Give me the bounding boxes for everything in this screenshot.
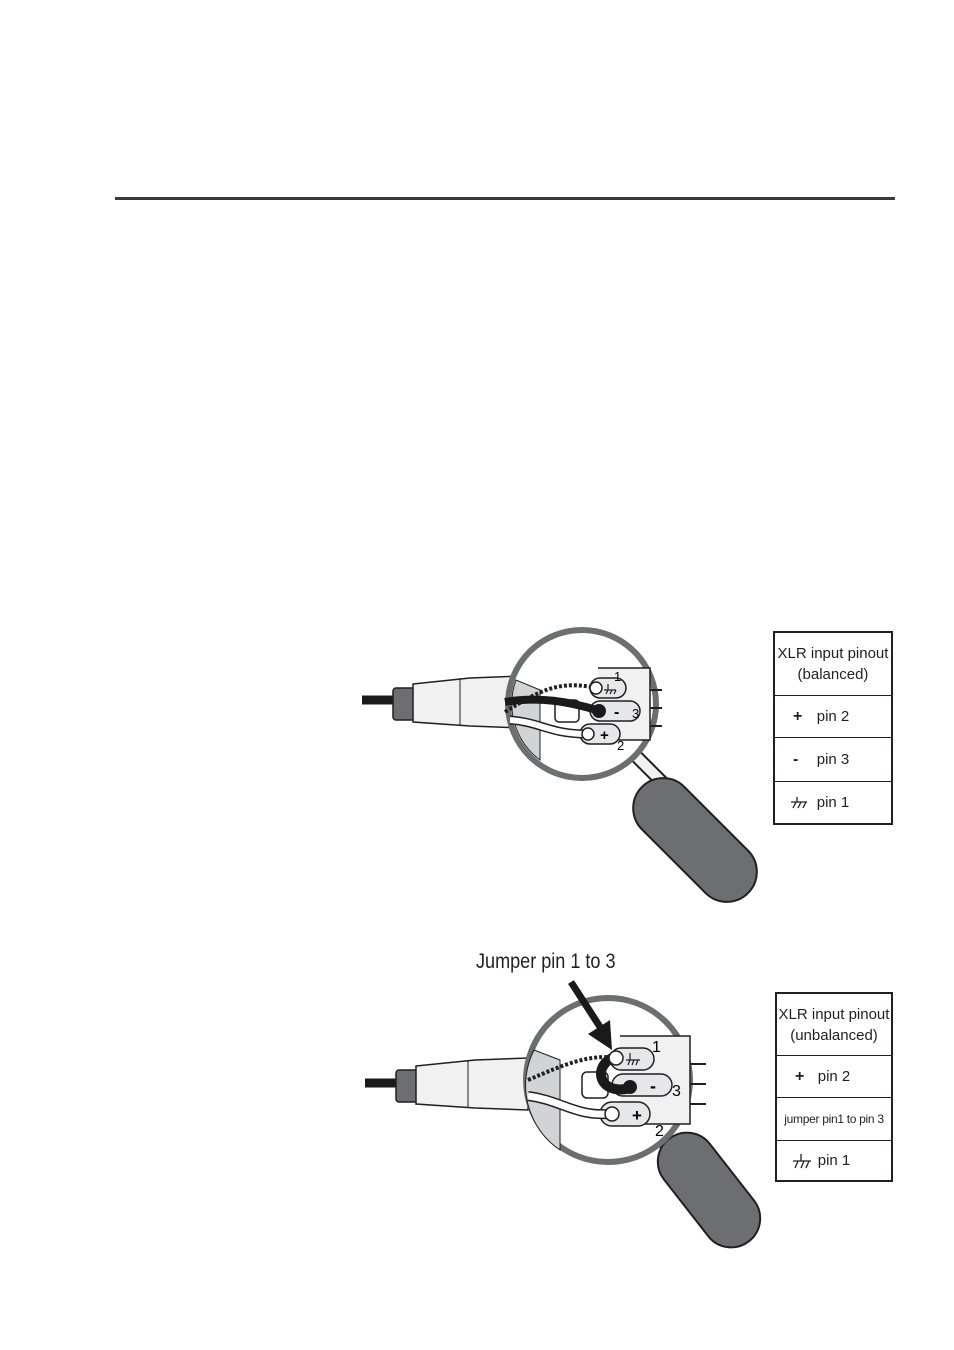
plus-symbol: + xyxy=(795,1067,805,1085)
ground-icon xyxy=(791,1153,813,1169)
plus-symbol: + xyxy=(793,707,803,725)
minus-symbol: - xyxy=(793,750,799,768)
table-row: + pin 2 xyxy=(775,695,891,737)
pin3-label: 3 xyxy=(632,706,640,721)
pinout-table-balanced xyxy=(773,631,893,825)
connector-body xyxy=(416,1058,528,1110)
pinout-table-unbalanced xyxy=(775,992,893,1182)
jumper-callout: Jumper pin 1 to 3 xyxy=(476,950,616,973)
pin1-label: 1 xyxy=(614,669,622,684)
table-header: XLR input pinout (unbalanced) xyxy=(778,1005,890,1044)
table-row: pin 1 xyxy=(775,781,891,823)
minus-label: - xyxy=(650,1076,656,1096)
ground-icon xyxy=(789,796,809,810)
minus-label: - xyxy=(614,704,620,721)
pin1-label: 1 xyxy=(652,1039,661,1056)
table-row: - pin 3 xyxy=(775,737,891,781)
table-row: + pin 2 xyxy=(777,1055,891,1097)
pin2-label: 2 xyxy=(655,1123,664,1140)
table-header: XLR input pinout (balanced) xyxy=(777,645,889,683)
plus-label: + xyxy=(600,727,609,744)
plus-label: + xyxy=(632,1106,642,1125)
pin3-label: 3 xyxy=(672,1083,681,1100)
strain-relief xyxy=(396,1070,418,1102)
table-row: jumper pin1 to pin 3 xyxy=(777,1097,891,1140)
pin2-label: 2 xyxy=(617,738,625,753)
table-row: pin 1 xyxy=(777,1140,891,1180)
